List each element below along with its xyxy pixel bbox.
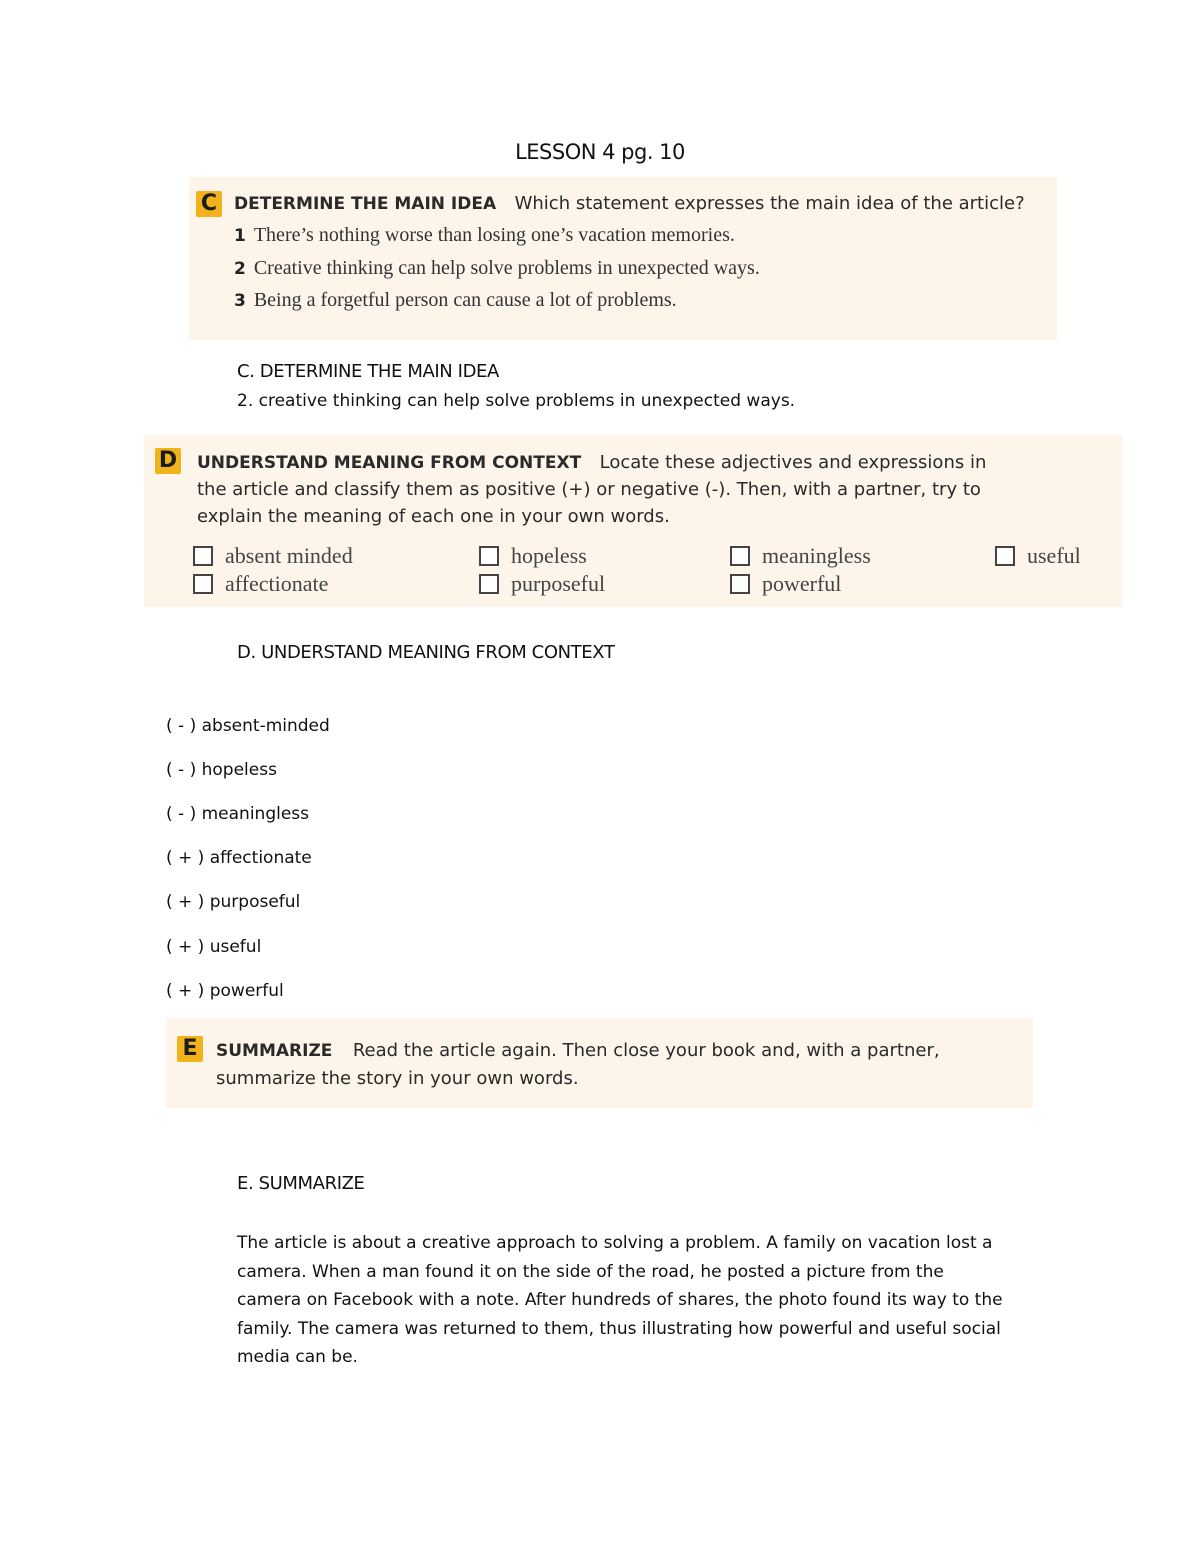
list-item: ( + ) powerful (166, 981, 284, 1001)
section-e-badge: E (177, 1036, 203, 1062)
option-text: Being a forgetful person can cause a lot of problems. (253, 289, 677, 311)
answer-c-text: 2. creative thinking can help solve problems in unexpected ways. (237, 391, 796, 411)
list-item: ( + ) purposeful (166, 892, 301, 912)
option-text: Creative thinking can help solve problems in unexpected ways. (253, 257, 760, 279)
checkbox[interactable] (193, 574, 213, 594)
section-d-instruction-line-3: explain the meaning of each one in your own words. (197, 506, 670, 527)
word-absent-minded (193, 543, 353, 569)
section-e-heading: SUMMARIZE (216, 1041, 333, 1061)
list-item: ( + ) useful (166, 937, 262, 957)
word-label: useful (1027, 543, 1081, 568)
section-c-badge: C (196, 191, 222, 217)
section-e-panel (166, 1018, 1033, 1108)
option-1 (234, 224, 735, 247)
list-item: ( + ) affectionate (166, 848, 312, 868)
word-hopeless (479, 543, 587, 569)
option-2 (234, 257, 760, 280)
answer-e-heading: E. SUMMARIZE (237, 1173, 365, 1194)
answer-d-heading: D. UNDERSTAND MEANING FROM CONTEXT (237, 642, 615, 663)
option-number: 1 (234, 226, 246, 246)
section-d-instruction-line-2: the article and classify them as positive (+) or negative (-). Then, with a partner, try to (197, 479, 981, 500)
word-label: purposeful (511, 571, 606, 596)
checkbox[interactable] (995, 546, 1015, 566)
summary-line: media can be. (237, 1347, 358, 1367)
answer-c-heading: C. DETERMINE THE MAIN IDEA (237, 361, 499, 382)
summary-line: The article is about a creative approach to solving a problem. A family on vacation lost a (237, 1233, 993, 1253)
section-d-heading: UNDERSTAND MEANING FROM CONTEXT (197, 453, 582, 473)
word-powerful (730, 571, 841, 597)
word-label: meaningless (762, 543, 871, 568)
summary-line: family. The camera was returned to them, thus illustrating how powerful and useful social (237, 1318, 1001, 1339)
checkbox[interactable] (479, 574, 499, 594)
page-title: LESSON 4 pg. 10 (515, 140, 685, 164)
checkbox[interactable] (730, 574, 750, 594)
summary-line: camera on Facebook with a note. After hundreds of shares, the photo found its way to the (237, 1290, 1003, 1310)
option-3 (234, 289, 677, 312)
word-label: absent minded (225, 543, 353, 568)
option-text: There’s nothing worse than losing one’s vacation memories. (253, 224, 735, 246)
option-number: 3 (234, 291, 246, 311)
section-c-panel (189, 177, 1057, 340)
checkbox[interactable] (730, 546, 750, 566)
word-label: powerful (762, 571, 842, 596)
checkbox[interactable] (479, 546, 499, 566)
word-label: hopeless (511, 543, 587, 568)
word-affectionate (193, 571, 328, 597)
option-number: 2 (234, 259, 246, 279)
word-purposeful (479, 571, 605, 597)
word-useful (995, 543, 1081, 569)
section-d-panel (144, 435, 1122, 607)
word-label: affectionate (225, 571, 329, 596)
summary-paragraph (237, 1229, 1037, 1372)
section-c-heading: DETERMINE THE MAIN IDEA (234, 194, 497, 214)
section-e-instruction-line-2: summarize the story in your own words. (216, 1068, 579, 1089)
word-meaningless (730, 543, 871, 569)
checkbox[interactable] (193, 546, 213, 566)
section-d-instruction-line-1: Locate these adjectives and expressions in (599, 452, 987, 473)
list-item: ( - ) meaningless (166, 804, 310, 824)
section-d-badge: D (155, 448, 181, 474)
section-c-instruction: Which statement expresses the main idea of the article? (514, 193, 1025, 214)
section-e-instruction-line-1: Read the article again. Then close your book and, with a partner, (352, 1040, 940, 1061)
list-item: ( - ) absent-minded (166, 716, 330, 736)
summary-line: camera. When a man found it on the side of the road, he posted a picture from the (237, 1261, 944, 1282)
list-item: ( - ) hopeless (166, 760, 277, 780)
